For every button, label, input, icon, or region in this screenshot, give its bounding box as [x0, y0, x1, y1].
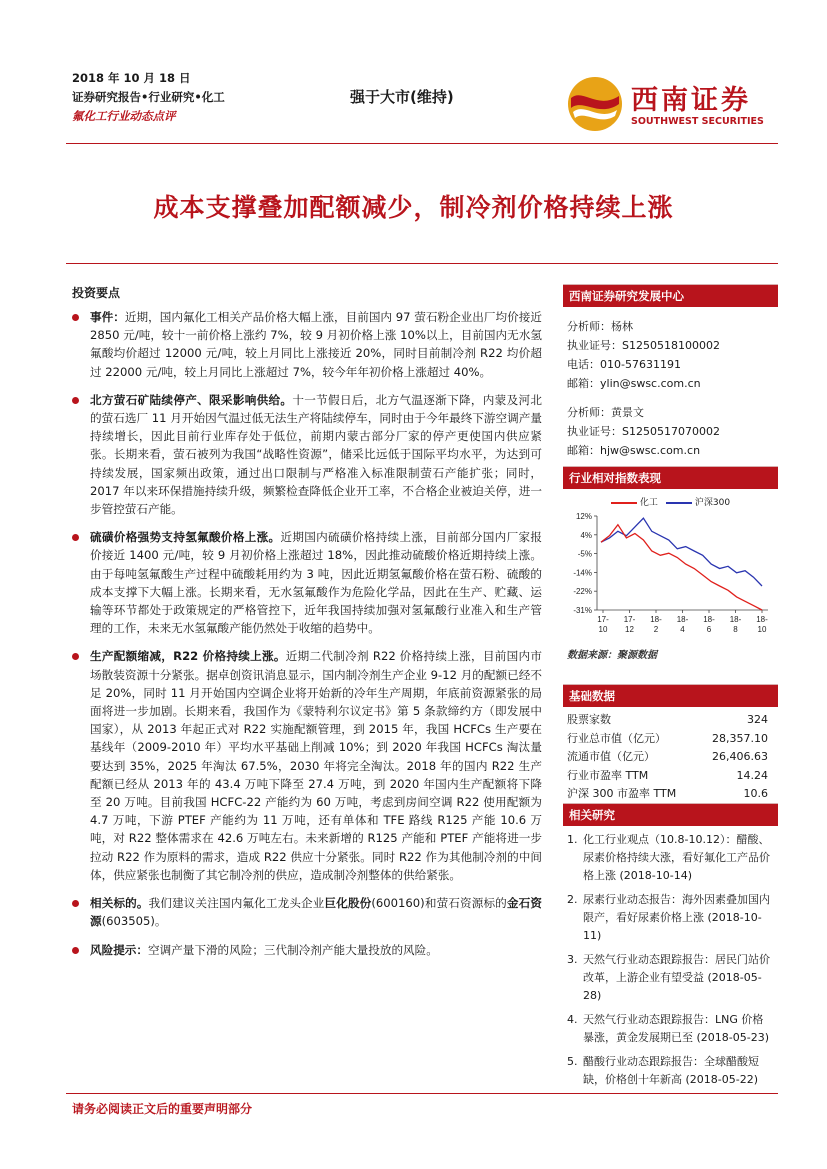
paragraph-quota: 生产配额缩减，R22 价格持续上涨。近期二代制冷剂 R22 价格持续上涨，目前国内市场散装资源十分紧张。据卓创资讯消息显示，国内制冷剂生产企业 9-12 月的配额已经不足 20%，同时 11 月开始国内空调企业将开始新的冷年生产周期，年底前资源紧张的局面将进一步加剧。长期来看，我国作为《蒙特利尔议定书》第 5 条款缔约方（即发展中国家），从 2013 年起正式对 R22 实施配额管理，到 2015 年，我国 HCFCs 生产要在基线年（2009-2010 年）平均水平基础上削减 10%；到 2020 年我国 HCFCs 淘汰量要达到 35%，2025 年淘汰 67.5%，2030 年将完全淘汰。2018 年的国内 R22 生产配额已经从 2013 年的 43.4 万吨下降至 27.4 万吨，到 2020 年国内生产配额将下降至 20 万吨。目前我国 HCFC-22 产能约为 60 万吨，考虑到房间空调 R22 使用配额为 4.7 万吨，下游 PTEF 产能约为 11 万吨，还有单体和 TFE 路线 R125 产能 10.6 万吨，对 R22 整体需求在 42.6 万吨左右。未来新增的 R125 产能和 PTEF 产能将进一步拉动 R22 作为原料的需求，造成 R22 供应十分紧张。同时 R22 作为其他制冷剂的中间体，供应紧张也制衡了其它制冷剂的供应，造成制冷剂整体的供给紧张。 — [72, 647, 542, 884]
logo-english: SOUTHWEST SECURITIES — [631, 116, 764, 127]
company-logo — [565, 74, 775, 134]
analyst-email[interactable]: 邮箱：ylin@swsc.com.cn — [567, 377, 701, 390]
analyst-block — [563, 307, 778, 460]
section-label: 投资要点 — [72, 286, 121, 300]
logo-name: 西南证券 — [631, 85, 751, 116]
legend-item-hs: 沪深300 — [666, 495, 730, 508]
main-body — [72, 308, 542, 969]
y-tick-label: 4% — [580, 530, 592, 540]
x-tick-label: 18- — [729, 615, 742, 624]
basic-data-header: 基础数据 — [563, 684, 778, 707]
basic-row: 流通市值（亿元） 26,406.63 — [567, 750, 768, 763]
related-item[interactable]: 1. 化工行业观点（10.8-10.12）：醋酸、尿素价格持续大涨，看好氟化工产品价格上涨 (2018-10-14) — [567, 833, 770, 882]
paragraph-event: 事件：近期，国内氟化工相关产品价格大幅上涨，目前国内 97 萤石粉企业出厂均价接近 2850 元/吨，较十一前价格上涨约 7%，较 9 月初价格上涨 10%以上，目前国内无水氢氟酸均价超过 12000 元/吨，较上月同比上涨接近 20%，同时目前制冷剂 R22 均价超过 22000 元/吨，较上月同比上涨超过 7%，较今年年初价格上涨超过 40%。 — [72, 308, 542, 381]
related-item[interactable]: 3. 天然气行业动态跟踪报告：居民门站价改革，上游企业有望受益 (2018-05-28) — [567, 953, 770, 1002]
research-center-header: 西南证券研究发展中心 — [563, 284, 778, 307]
paragraph-risk: 风险提示：空调产量下滑的风险；三代制冷剂产能大量投放的风险。 — [72, 941, 542, 959]
x-tick-label: 17- — [597, 615, 609, 624]
header-rule — [66, 143, 778, 144]
analyst-email[interactable]: 邮箱：hjw@swsc.com.cn — [567, 444, 701, 457]
x-tick-label-month: 2 — [653, 625, 659, 634]
analyst-name: 分析师：杨林 — [567, 320, 633, 333]
bullet-icon — [72, 900, 79, 907]
x-tick-label-month: 6 — [706, 625, 712, 634]
bullet-icon — [72, 947, 79, 954]
related-research-section — [563, 803, 778, 1095]
related-item[interactable]: 5. 醋酸行业动态跟踪报告：全球醋酸短缺，价格创十年新高 (2018-05-22) — [567, 1055, 759, 1086]
series-line-hushen300 — [601, 518, 762, 586]
bullet-icon — [72, 653, 79, 660]
sidebar — [563, 284, 778, 460]
x-tick-label: 17- — [623, 615, 636, 624]
paragraph-sulfur: 硫磺价格强势支持氢氟酸价格上涨。近期国内硫磺价格持续上涨，目前部分国内厂家报价接近 1400 元/吨，较 9 月初价格上涨超过 18%，因此推动硫酸价格近期持续上涨。由于每吨氢氟酸生产过程中硫酸耗用约为 3 吨，因此近期氢氟酸价格在萤石粉、硫酸的成本支撑下大幅上涨。长期来看，无水氢氟酸作为危险化学品，因此在生产、贮藏、运输等环节都处于政策规定的严格管控下，近年我国持续加强对氢氟酸行业准入和生产管理的工作，未来无水氢氟酸产能仍然处于收缩的趋势中。 — [72, 528, 542, 637]
basic-row: 行业市盈率 TTM 14.24 — [567, 768, 768, 782]
legend-item-hg: 化工 — [611, 495, 658, 508]
x-tick-label: 18- — [703, 615, 715, 624]
x-tick-label-month: 12 — [625, 625, 634, 634]
paragraph-fluorite: 北方萤石矿陆续停产、限采影响供给。十一节假日后，北方气温逐渐下降，内蒙及河北的萤石选厂 11 月开始因气温过低无法生产将陆续停车，同时由于今年最终下游空调产量持续增长，因此目前行业库存处于低位，前期内蒙古部分厂家的停产更使国内供应紧张。长期来看，萤石被列为我国“战略性资源”，储采比远低于国际平均水平，为达到可持续发展，国家频出政策，通过出口限制与严格准入标准限制萤石产能扩张；同时，2017 年以来环保措施持续升级，频繁检查降低企业开工率，不合格企业被迫关停，进一步管控萤石产能。 — [72, 391, 542, 518]
y-tick-label: -31% — [573, 606, 592, 615]
related-list — [563, 826, 778, 1089]
series-line-huagong — [601, 525, 762, 610]
basic-row: 行业总市值（亿元） 28,357.10 — [567, 731, 768, 745]
analyst-license: 执业证号：S1250517070002 — [567, 425, 720, 438]
y-tick-label: -14% — [573, 568, 592, 578]
page-title: 成本支撑叠加配额减少，制冷剂价格持续上涨 — [153, 193, 674, 222]
footer-rule — [66, 1093, 778, 1094]
analyst-license: 执业证号：S1250518100002 — [567, 339, 720, 352]
report-type: 证券研究报告•行业研究•化工 — [72, 90, 225, 104]
logo-mark-icon — [565, 74, 625, 134]
x-tick-label-month: 10 — [757, 625, 767, 634]
analyst-phone: 电话：010-57631191 — [567, 358, 681, 371]
chart-section — [563, 466, 778, 661]
x-tick-label-month: 4 — [680, 625, 685, 634]
basic-data-table — [563, 707, 778, 804]
x-tick-label-month: 10 — [598, 625, 608, 634]
bullet-icon — [72, 397, 79, 404]
basic-data-section — [563, 684, 778, 804]
y-tick-label: 12% — [575, 512, 592, 521]
bullet-icon — [72, 534, 79, 541]
chart-legend — [563, 495, 778, 508]
y-tick-label: -5% — [577, 549, 592, 559]
basic-row: 沪深 300 市盈率 TTM 10.6 — [567, 787, 768, 800]
x-tick-label: 18- — [650, 615, 662, 624]
y-tick-label: -22% — [573, 587, 592, 597]
index-chart — [563, 508, 778, 638]
chart-header: 行业相对指数表现 — [563, 466, 778, 489]
basic-row: 股票家数 324 — [567, 713, 768, 726]
related-item[interactable]: 4. 天然气行业动态跟踪报告：LNG 价格暴涨，黄金发展期已至 (2018-05-23) — [567, 1013, 770, 1044]
report-date: 2018 年 10 月 18 日 — [72, 71, 191, 85]
chart-source: 数据来源：聚源数据 — [567, 650, 657, 661]
x-tick-label-month: 8 — [733, 625, 738, 634]
title-rule — [66, 263, 778, 264]
bullet-icon — [72, 314, 79, 321]
rating: 强于大市(维持) — [350, 88, 454, 106]
report-subtitle: 氟化工行业动态点评 — [72, 109, 176, 123]
footer-disclaimer: 请务必阅读正文后的重要声明部分 — [72, 1102, 253, 1116]
paragraph-targets: 相关标的。我们建议关注国内氟化工龙头企业巨化股份(600160)和萤石资源标的金石资源(603505)。 — [72, 894, 542, 930]
analyst-name: 分析师：黄景文 — [567, 406, 644, 419]
related-item[interactable]: 2. 尿素行业动态报告：海外因素叠加国内限产，看好尿素价格上涨 (2018-10-11) — [567, 893, 770, 942]
x-tick-label: 18- — [676, 615, 689, 624]
related-header: 相关研究 — [563, 803, 778, 826]
x-tick-label: 18- — [756, 615, 768, 624]
